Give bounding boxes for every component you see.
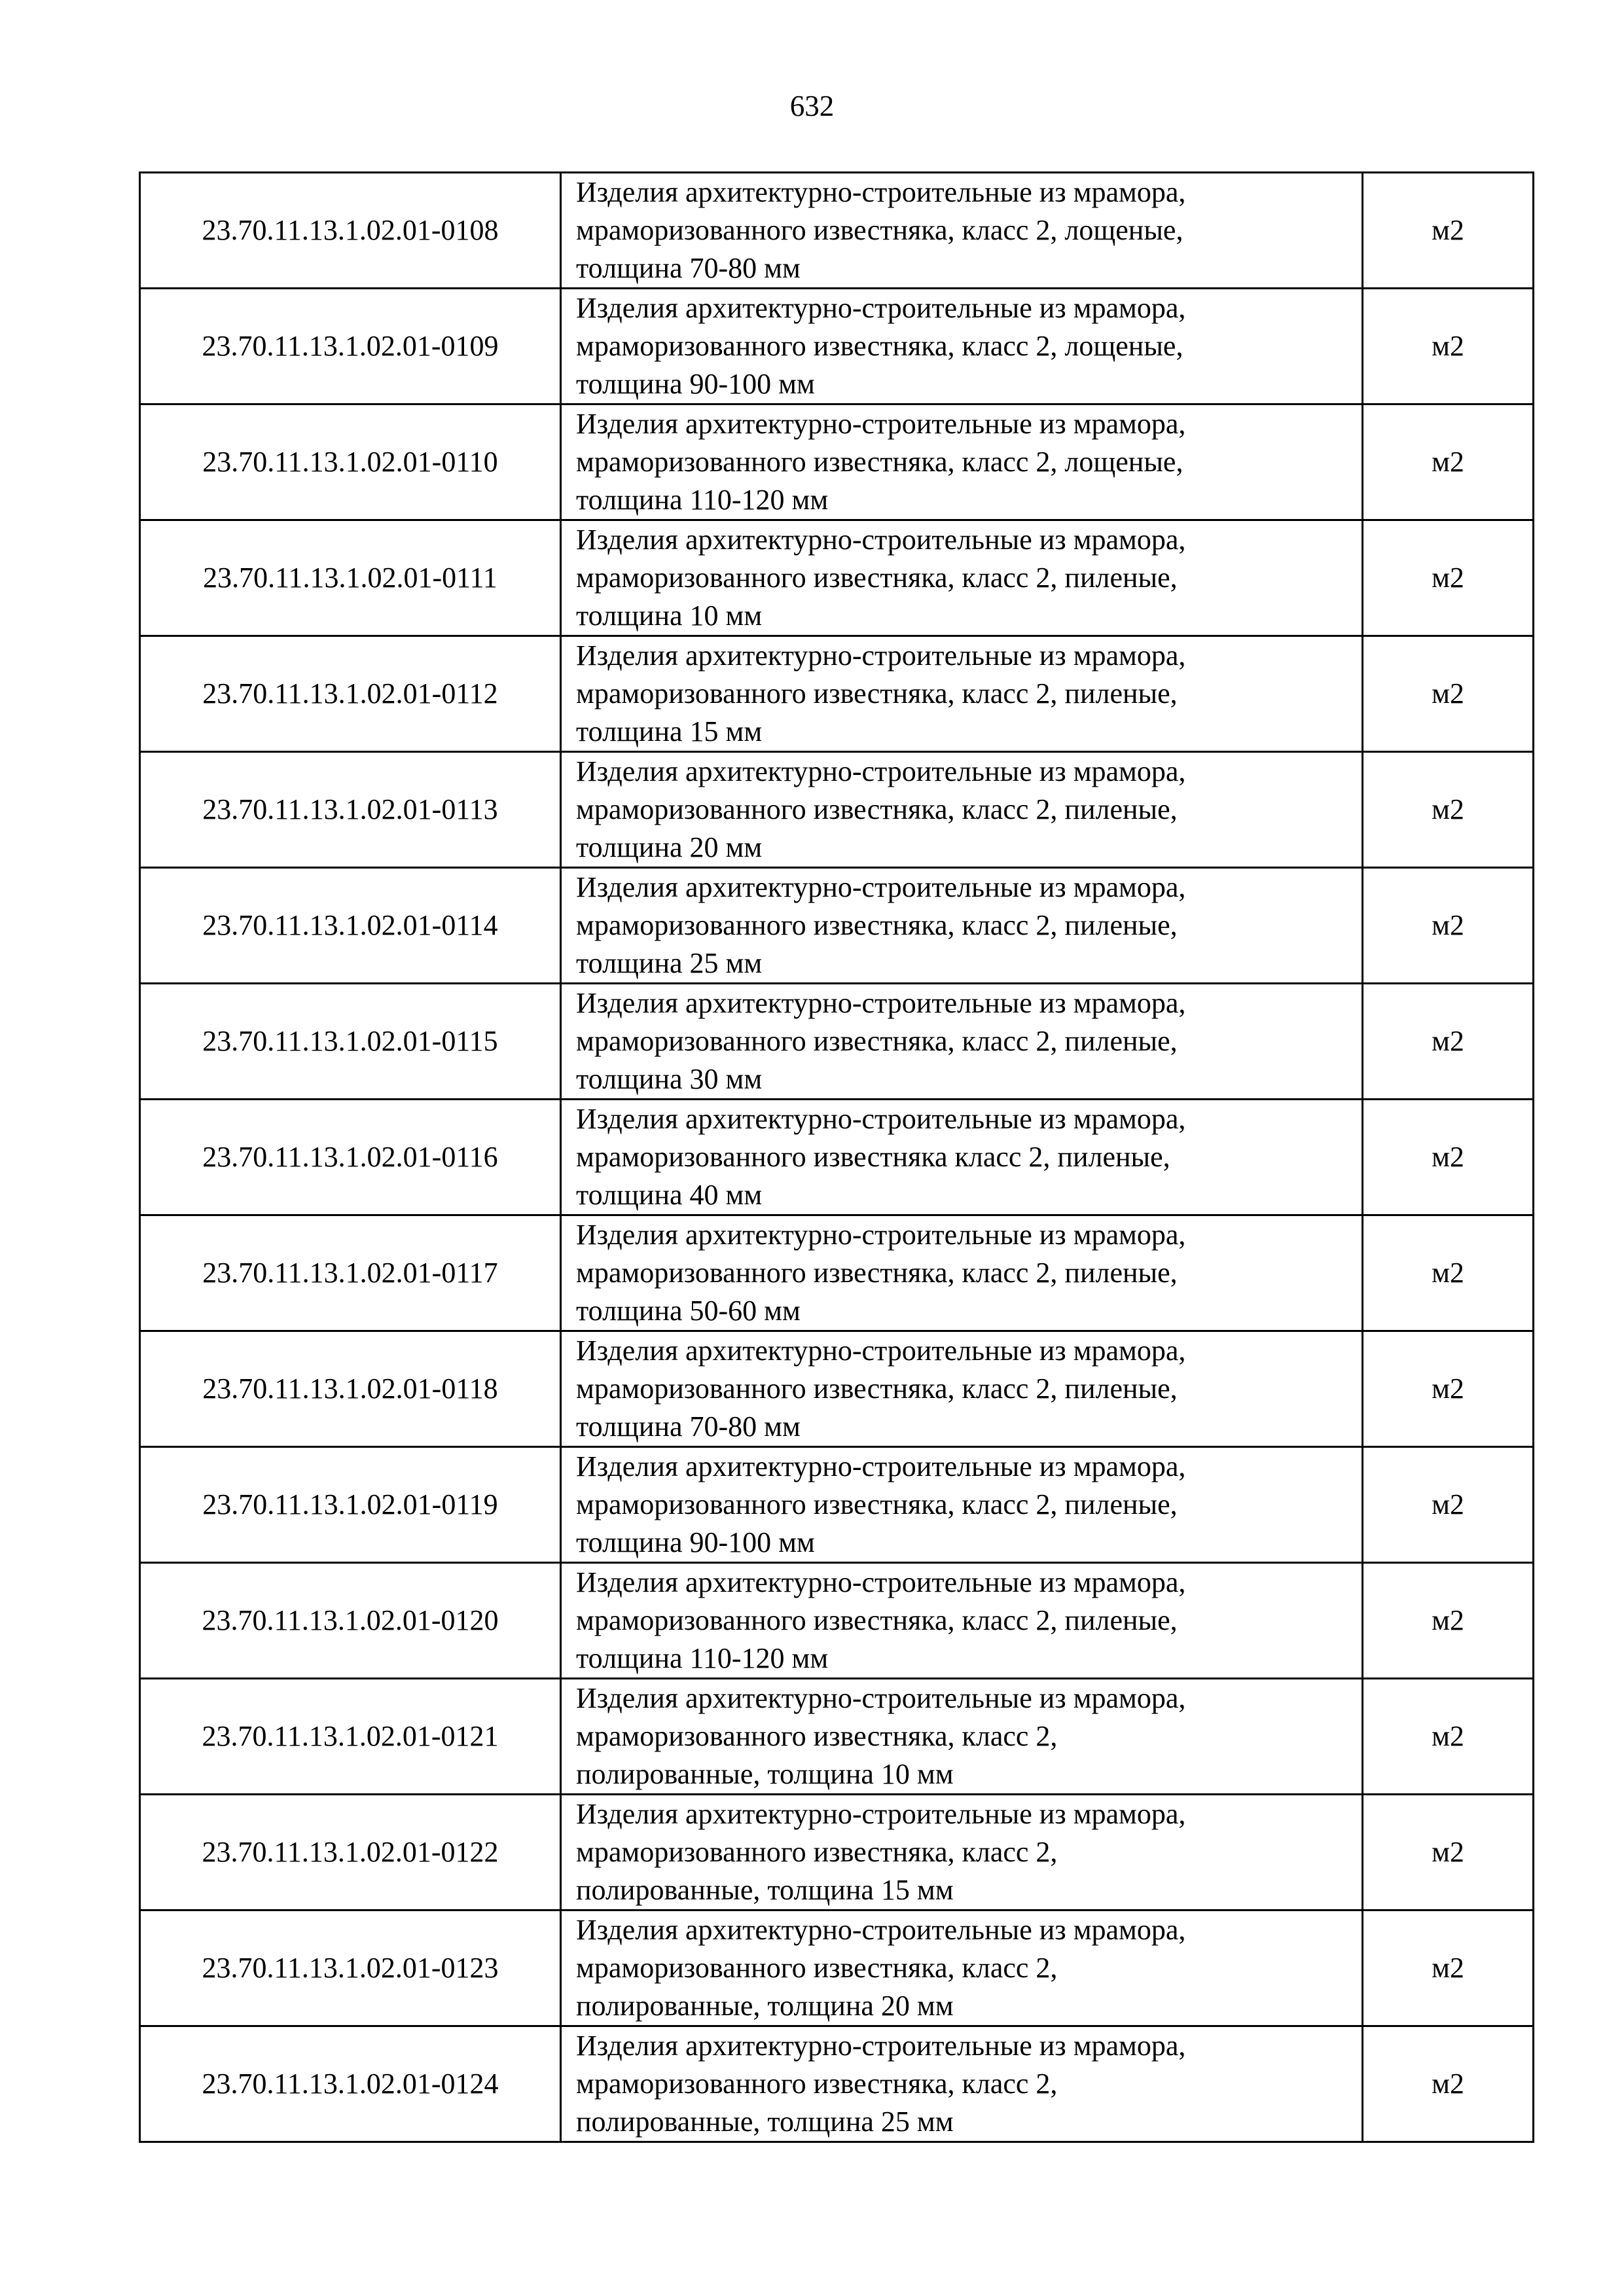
- description-line: полированные, толщина 15 мм: [576, 1874, 954, 1906]
- description-line: Изделия архитектурно-строительные из мрамора,: [576, 2030, 1186, 2062]
- description-line: Изделия архитектурно-строительные из мрамора,: [576, 1798, 1186, 1830]
- description-line: мраморизованного известняка, класс 2, пиленые,: [576, 1025, 1178, 1057]
- unit-cell: м2: [1363, 404, 1534, 520]
- unit-cell: м2: [1363, 1331, 1534, 1447]
- unit-cell: м2: [1363, 1215, 1534, 1331]
- table-body: [140, 173, 1534, 2142]
- table-row: [140, 289, 1534, 404]
- description-line: Изделия архитектурно-строительные из мрамора,: [576, 292, 1186, 324]
- description-line: полированные, толщина 20 мм: [576, 1990, 954, 2022]
- description-line: Изделия архитектурно-строительные из мрамора,: [576, 1682, 1186, 1714]
- code-cell: 23.70.11.13.1.02.01-0109: [140, 289, 561, 404]
- unit-cell: м2: [1363, 520, 1534, 636]
- description-line: толщина 25 мм: [576, 947, 763, 979]
- unit-cell: м2: [1363, 1563, 1534, 1679]
- description-line: Изделия архитектурно-строительные из мрамора,: [576, 639, 1186, 672]
- table-row: [140, 1563, 1534, 1679]
- unit-cell: м2: [1363, 984, 1534, 1100]
- description-line: Изделия архитектурно-строительные из мрамора,: [576, 524, 1186, 556]
- description-line: полированные, толщина 25 мм: [576, 2106, 954, 2138]
- description-line: Изделия архитектурно-строительные из мрамора,: [576, 871, 1186, 903]
- unit-cell: м2: [1363, 289, 1534, 404]
- description-line: Изделия архитектурно-строительные из мрамора,: [576, 987, 1186, 1019]
- description-cell: [561, 752, 1363, 868]
- table-row: [140, 173, 1534, 289]
- code-cell: 23.70.11.13.1.02.01-0110: [140, 404, 561, 520]
- table-row: [140, 2026, 1534, 2142]
- description-line: мраморизованного известняка, класс 2,: [576, 1836, 1058, 1868]
- description-line: мраморизованного известняка, класс 2, пиленые,: [576, 562, 1178, 594]
- description-line: Изделия архитектурно-строительные из мрамора,: [576, 1450, 1186, 1482]
- description-line: толщина 110-120 мм: [576, 1642, 829, 1674]
- description-line: Изделия архитектурно-строительные из мрамора,: [576, 1914, 1186, 1946]
- code-cell: 23.70.11.13.1.02.01-0111: [140, 520, 561, 636]
- table-row: [140, 1215, 1534, 1331]
- description-cell: [561, 520, 1363, 636]
- description-line: мраморизованного известняка, класс 2, пиленые,: [576, 1488, 1178, 1520]
- description-line: мраморизованного известняка класс 2, пиленые,: [576, 1141, 1170, 1173]
- code-cell: 23.70.11.13.1.02.01-0124: [140, 2026, 561, 2142]
- description-cell: [561, 1563, 1363, 1679]
- price-table: [139, 171, 1534, 2143]
- description-line: толщина 10 мм: [576, 600, 763, 632]
- description-cell: [561, 1795, 1363, 1910]
- description-cell: [561, 1215, 1363, 1331]
- description-line: толщина 110-120 мм: [576, 484, 829, 516]
- unit-cell: м2: [1363, 636, 1534, 752]
- code-cell: 23.70.11.13.1.02.01-0112: [140, 636, 561, 752]
- description-line: толщина 70-80 мм: [576, 252, 801, 284]
- description-line: толщина 20 мм: [576, 831, 763, 863]
- description-line: мраморизованного известняка, класс 2, лощеные,: [576, 330, 1183, 362]
- description-cell: [561, 289, 1363, 404]
- code-cell: 23.70.11.13.1.02.01-0117: [140, 1215, 561, 1331]
- description-line: толщина 70-80 мм: [576, 1410, 801, 1443]
- description-line: мраморизованного известняка, класс 2, лощеные,: [576, 214, 1183, 246]
- description-line: Изделия архитектурно-строительные из мрамора,: [576, 1335, 1186, 1367]
- code-cell: 23.70.11.13.1.02.01-0122: [140, 1795, 561, 1910]
- table-row: [140, 1447, 1534, 1563]
- unit-cell: м2: [1363, 752, 1534, 868]
- description-line: мраморизованного известняка, класс 2, пиленые,: [576, 793, 1178, 825]
- description-cell: [561, 1679, 1363, 1795]
- table-row: [140, 752, 1534, 868]
- unit-cell: м2: [1363, 1910, 1534, 2026]
- description-line: мраморизованного известняка, класс 2, пиленые,: [576, 909, 1178, 941]
- description-line: Изделия архитектурно-строительные из мрамора,: [576, 1103, 1186, 1135]
- description-line: толщина 50-60 мм: [576, 1295, 801, 1327]
- code-cell: 23.70.11.13.1.02.01-0116: [140, 1100, 561, 1215]
- code-cell: 23.70.11.13.1.02.01-0115: [140, 984, 561, 1100]
- unit-cell: м2: [1363, 1795, 1534, 1910]
- description-line: Изделия архитектурно-строительные из мрамора,: [576, 755, 1186, 787]
- description-line: толщина 30 мм: [576, 1063, 763, 1095]
- description-line: толщина 15 мм: [576, 715, 763, 747]
- table-row: [140, 1795, 1534, 1910]
- description-line: полированные, толщина 10 мм: [576, 1758, 954, 1790]
- code-cell: 23.70.11.13.1.02.01-0123: [140, 1910, 561, 2026]
- description-line: мраморизованного известняка, класс 2, пиленые,: [576, 677, 1178, 709]
- description-line: мраморизованного известняка, класс 2, лощеные,: [576, 446, 1183, 478]
- code-cell: 23.70.11.13.1.02.01-0119: [140, 1447, 561, 1563]
- table-row: [140, 1331, 1534, 1447]
- table-row: [140, 1100, 1534, 1215]
- description-line: толщина 90-100 мм: [576, 1526, 815, 1558]
- description-line: толщина 40 мм: [576, 1179, 763, 1211]
- unit-cell: м2: [1363, 1100, 1534, 1215]
- code-cell: 23.70.11.13.1.02.01-0118: [140, 1331, 561, 1447]
- description-cell: [561, 868, 1363, 984]
- description-line: Изделия архитектурно-строительные из мрамора,: [576, 176, 1186, 208]
- description-line: мраморизованного известняка, класс 2, пиленые,: [576, 1257, 1178, 1289]
- page-number: 632: [789, 90, 835, 122]
- table-row: [140, 1679, 1534, 1795]
- description-cell: [561, 636, 1363, 752]
- unit-cell: м2: [1363, 1679, 1534, 1795]
- description-cell: [561, 404, 1363, 520]
- table-row: [140, 520, 1534, 636]
- description-cell: [561, 1100, 1363, 1215]
- description-cell: [561, 2026, 1363, 2142]
- table-row: [140, 636, 1534, 752]
- code-cell: 23.70.11.13.1.02.01-0121: [140, 1679, 561, 1795]
- description-line: Изделия архитектурно-строительные из мрамора,: [576, 1219, 1186, 1251]
- description-line: мраморизованного известняка, класс 2,: [576, 1952, 1058, 1984]
- unit-cell: м2: [1363, 2026, 1534, 2142]
- description-line: Изделия архитектурно-строительные из мрамора,: [576, 1566, 1186, 1598]
- table-row: [140, 1910, 1534, 2026]
- description-line: мраморизованного известняка, класс 2,: [576, 1720, 1058, 1752]
- unit-cell: м2: [1363, 173, 1534, 289]
- table-row: [140, 984, 1534, 1100]
- code-cell: 23.70.11.13.1.02.01-0113: [140, 752, 561, 868]
- description-cell: [561, 173, 1363, 289]
- unit-cell: м2: [1363, 1447, 1534, 1563]
- description-line: толщина 90-100 мм: [576, 368, 815, 400]
- description-line: мраморизованного известняка, класс 2, пиленые,: [576, 1604, 1178, 1636]
- description-cell: [561, 1331, 1363, 1447]
- code-cell: 23.70.11.13.1.02.01-0108: [140, 173, 561, 289]
- description-line: мраморизованного известняка, класс 2, пиленые,: [576, 1372, 1178, 1405]
- description-cell: [561, 984, 1363, 1100]
- description-line: Изделия архитектурно-строительные из мрамора,: [576, 408, 1186, 440]
- unit-cell: м2: [1363, 868, 1534, 984]
- code-cell: 23.70.11.13.1.02.01-0114: [140, 868, 561, 984]
- description-cell: [561, 1910, 1363, 2026]
- description-line: мраморизованного известняка, класс 2,: [576, 2068, 1058, 2100]
- code-cell: 23.70.11.13.1.02.01-0120: [140, 1563, 561, 1679]
- table-row: [140, 404, 1534, 520]
- table-row: [140, 868, 1534, 984]
- description-cell: [561, 1447, 1363, 1563]
